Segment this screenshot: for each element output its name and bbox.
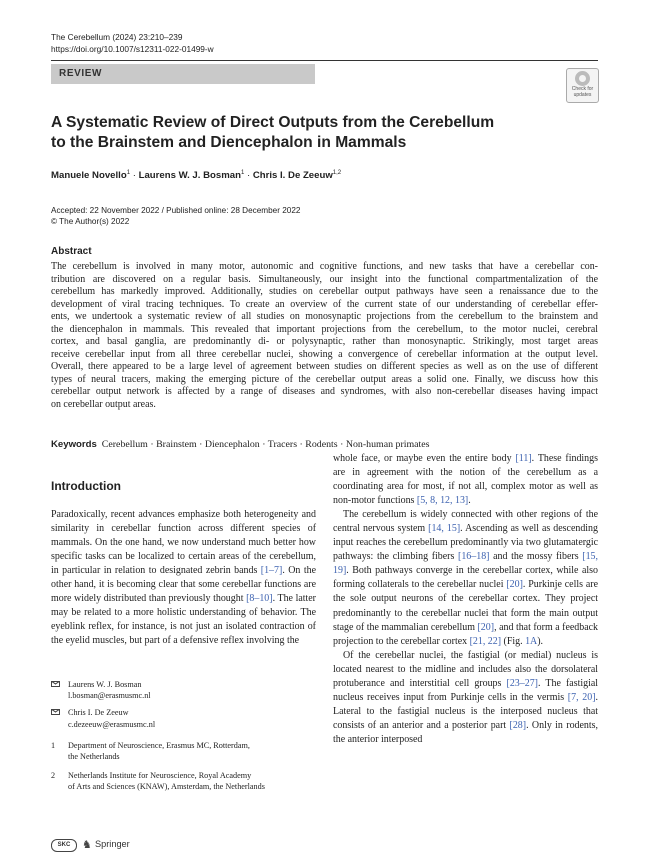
envelope-icon — [51, 681, 60, 687]
check-updates-label-1: Check for — [571, 86, 594, 92]
keywords-list: Cerebellum · Brainstem · Diencephalon · Tracers · Rodents · Non-human primates — [101, 439, 430, 450]
citation-link[interactable]: [14, 15] — [428, 523, 461, 535]
abstract-line: Overall, there appeared to be a large level of agreement between studies on different species as well as on the use of different — [51, 361, 598, 372]
citation-link[interactable]: [11] — [515, 453, 532, 464]
abstract-line: types of neural tracers, making the emerging picture of the cerebellar output areas a solid one. Finally, we discuss how this — [51, 373, 598, 385]
contact-item — [51, 707, 316, 729]
affiliation-line: of Arts and Sciences (KNAW), Amsterdam, the Netherlands — [68, 782, 265, 792]
citation-link[interactable]: [15, 19] — [333, 551, 598, 577]
citation-link[interactable]: [8–10] — [246, 593, 273, 605]
body-column-left — [51, 508, 316, 648]
title-line-2: to the Brainstem and Diencephalon in Mammals — [51, 134, 407, 151]
springer-horse-icon: ♞ — [82, 839, 92, 851]
publication-dates — [51, 205, 300, 227]
dates-line: Accepted: 22 November 2022 / Published online: 28 December 2022 — [51, 206, 301, 215]
affiliation-number: 2 — [51, 771, 56, 781]
affiliation-line: the Netherlands — [68, 752, 120, 762]
affiliation-number: 1 — [51, 740, 56, 750]
check-for-updates-button[interactable] — [566, 68, 599, 103]
title-line-1: A Systematic Review of Direct Outputs from the Cerebellum — [51, 114, 495, 131]
contact-item — [51, 679, 316, 701]
citation-link[interactable]: [16–18] — [458, 551, 490, 563]
publisher-badge: SKC — [51, 839, 77, 852]
author-name[interactable]: Laurens W. J. Bosman — [138, 170, 241, 182]
abstract-line: the diencephalon in mammals. This revealed that important projections from the cerebellum, to the motor nuclei, cerebral — [51, 323, 598, 335]
contact-name: Chris I. De Zeeuw — [68, 708, 129, 718]
abstract-line: tribution are discovered on a regular basis. Simultaneously, our insight into the functional compartmentalization of the — [51, 273, 598, 285]
affiliation-line: Department of Neuroscience, Erasmus MC, Rotterdam, — [68, 740, 250, 750]
abstract-line: The cerebellum is involved in many motor, autonomic and cognitive functions, and new tasks that have a cerebellar con- — [51, 261, 598, 272]
contact-name: Laurens W. J. Bosman — [68, 680, 142, 689]
author-name[interactable]: Chris I. De Zeeuw — [252, 170, 333, 182]
body-paragraph: whole face, or maybe even the entire body [11]. These findings are in agreement with the notion of the cerebellum as a coordinating area for most, if not all, complex motor as well as non-motor functions [5, 8, 12, 13]. — [333, 453, 598, 507]
abstract-line: cerebellum has markedly improved. Additionally, studies on cerebellar output pathways have seen a renaissance due to the — [51, 286, 598, 297]
introduction-heading: Introduction — [51, 479, 121, 493]
check-updates-label-2: updates — [573, 92, 592, 98]
citation-link[interactable]: [20] — [506, 579, 523, 591]
affiliation-line: Netherlands Institute for Neuroscience, Royal Academy — [68, 771, 252, 781]
header-rule — [51, 60, 598, 61]
keywords-label: Keywords — [51, 439, 97, 450]
keywords — [51, 439, 430, 450]
citation-link[interactable]: [1–7] — [260, 565, 283, 577]
article-type-label: REVIEW — [59, 68, 103, 79]
body-paragraph: The cerebellum is widely connected with other regions of the central nervous system [14, 15]. Ascending as well as descending input reaches the cerebellum predominantly via two glutamatergic pathways: the climbing fibers [16–18] and the mossy fibers [15, 19]. Both pathways converge in the cerebellar cortex, while also forming collaterals to the cerebellar nuclei [20]. Purkinje cells are the sole output neurons of the cerebellar cortex. They project predominantly to the cerebellar nuclei that form the main output stage of the mammalian cerebellum [20], and that form a feedback projection to the cerebellar cortex [21, 22] (Fig. 1A). — [333, 509, 598, 647]
affiliation-item — [51, 740, 316, 762]
article-type-banner — [51, 64, 315, 84]
citation-link[interactable]: 1A — [525, 635, 538, 647]
copyright-line: © The Author(s) 2022 — [51, 217, 130, 226]
body-paragraph: Of the cerebellar nuclei, the fastigial (or medial) nucleus is located nearest to the midline and includes also the dorsolateral protuberance and interstitial cell groups [23–27]. The fastigial nucleus receives input from Purkinje cells in the vermis [7, 20]. Lateral to the fastigial nucleus is the interposed nucleus that consists of an anterior and a posterior part [28]. Only in rodents, the anterior interposed — [333, 649, 599, 745]
citation-link[interactable]: [21, 22] — [469, 635, 502, 647]
body-paragraph: Paradoxically, recent advances emphasize both heterogeneity and similarity in cerebellar function across different species of mammals. On the one hand, we now understand much better how specific tasks can be localized to certain areas of the cerebellum, in particular in relation to designated zebrin bands [1–7]. On the other hand, it is becoming clear that some cerebellar functions are more widely distributed than previously thought [8–10]. The latter may be related to a more holistic understanding of behavior. The eyeblink reflex, for instance, is not just an isolated contraction of the eyelid muscles, but part of a defensive reflex involving the — [51, 509, 316, 647]
citation-link[interactable]: [23–27] — [506, 677, 538, 689]
check-updates-icon — [575, 71, 590, 86]
author-list — [51, 170, 341, 181]
abstract-line: ents, we undertook a systematic review of all studies on monosynaptic projections from the cerebellum to the brainstem and — [51, 311, 598, 322]
contact-email[interactable]: c.dezeeuw@erasmusmc.nl — [68, 719, 156, 729]
journal-citation: The Cerebellum (2024) 23:210–239 — [51, 32, 183, 42]
article-title — [51, 113, 521, 153]
author-separator: · — [130, 170, 139, 182]
citation-link[interactable]: [28] — [509, 719, 527, 731]
publisher-name: Springer — [95, 839, 130, 849]
abstract-line: development of viral tracing techniques. To create an overview of the current state of our understanding of cerebellar effer- — [51, 298, 598, 310]
author-affiliation-mark: 1 — [240, 170, 245, 176]
abstract-body — [51, 261, 598, 411]
abstract-line: receive cerebellar input from all three cerebellar nuclei, showing a convergence of cerebellar information at the output level. — [51, 348, 598, 360]
contact-email[interactable]: l.bosman@erasmusmc.nl — [68, 691, 151, 701]
citation-link[interactable]: [20] — [477, 621, 495, 633]
abstract-line: cortex, and basal ganglia, are predominantly di- or polysynaptic, rather than monosynaptic. Strikingly, most target areas — [51, 336, 598, 347]
envelope-icon — [51, 709, 60, 715]
author-affiliation-mark: 1 — [126, 170, 131, 176]
abstract-heading: Abstract — [51, 246, 92, 257]
abstract-line: cerebellar output network is affected by a range of diseases and syndromes, with also non-cerebellar diseases having impact — [51, 386, 598, 397]
author-affiliation-mark: 1,2 — [332, 170, 342, 176]
doi-link[interactable]: https://doi.org/10.1007/s12311-022-01499-w — [51, 44, 214, 54]
abstract-line: on cerebellar output areas. — [51, 398, 156, 410]
author-name[interactable]: Manuele Novello — [51, 170, 127, 182]
body-column-right — [333, 452, 598, 747]
journal-header — [51, 31, 214, 55]
affiliation-item — [51, 770, 316, 792]
footnotes — [51, 679, 316, 799]
author-separator: · — [244, 170, 253, 182]
citation-link[interactable]: [5, 8, 12, 13] — [416, 495, 469, 507]
citation-link[interactable]: [7, 20] — [567, 691, 596, 703]
